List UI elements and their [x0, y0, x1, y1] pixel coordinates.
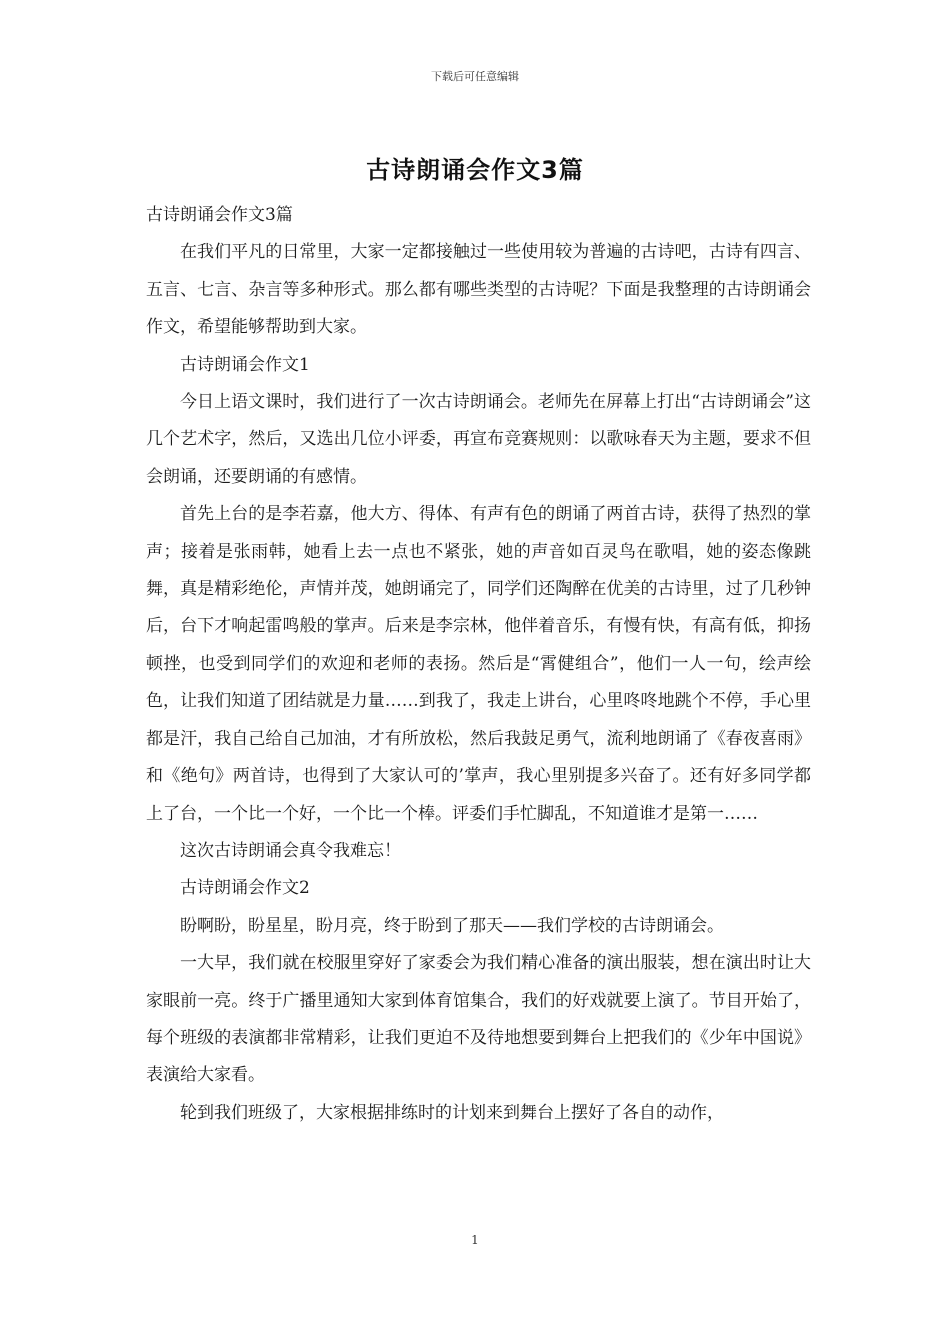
- header-note: 下载后可任意编辑: [431, 70, 519, 83]
- paragraph: 首先上台的是李若嘉，他大方、得体、有声有色的朗诵了两首古诗，获得了热烈的掌声；接着是张雨韩，她看上去一点也不紧张，她的声音如百灵鸟在歌唱，她的姿态像跳舞，真是精彩绝伦，声情并茂，她朗诵完了，同学们还陶醉在优美的古诗里，过了几秒钟后，台下才响起雷鸣般的掌声。后来是李宗林，他伴着音乐，有慢有快，有高有低，抑扬顿挫，也受到同学们的欢迎和老师的表扬。然后是“霄健组合”，他们一人一句，绘声绘色，让我们知道了团结就是力量……到我了，我走上讲台，心里咚咚地跳个不停，手心里都是汗，我自己给自己加油，才有所放松，然后我鼓足勇气，流利地朗诵了《春夜喜雨》和《绝句》两首诗，也得到了大家认可的’掌声，我心里别提多兴奋了。还有好多同学都上了台，一个比一个好，一个比一个棒。评委们手忙脚乱，不知道谁才是第一……: [146, 504, 811, 824]
- section-heading-2: 古诗朗诵会作文2: [180, 878, 310, 899]
- paragraph: 盼啊盼，盼星星，盼月亮，终于盼到了那天——我们学校的古诗朗诵会。: [180, 915, 724, 936]
- document-body: [146, 197, 811, 1132]
- paragraph: 今日上语文课时，我们进行了一次古诗朗诵会。老师先在屏幕上打出“古诗朗诵会”这几个艺术字，然后，又选出几位小评委，再宣布竞赛规则：以歌咏春天为主题，要求不但会朗诵，还要朗诵的有感情。: [146, 392, 811, 487]
- paragraph: 这次古诗朗诵会真令我难忘！: [180, 840, 401, 861]
- paragraph-intro: 在我们平凡的日常里，大家一定都接触过一些使用较为普遍的古诗吧，古诗有四言、五言、七言、杂言等多种形式。那么都有哪些类型的古诗呢？下面是我整理的古诗朗诵会作文，希望能够帮助到大家。: [146, 242, 811, 338]
- paragraph-subtitle: 古诗朗诵会作文3篇: [146, 205, 293, 225]
- page-number: 1: [471, 1233, 479, 1247]
- paragraph: 轮到我们班级了，大家根据排练时的计划来到舞台上摆好了各自的动作，: [180, 1102, 724, 1123]
- document-title: 古诗朗诵会作文3篇: [366, 156, 584, 184]
- section-heading-1: 古诗朗诵会作文1: [180, 354, 310, 375]
- paragraph: 一大早，我们就在校服里穿好了家委会为我们精心准备的演出服装，想在演出时让大家眼前一亮。终于广播里通知大家到体育馆集合，我们的好戏就要上演了。节目开始了，每个班级的表演都非常精彩，让我们更迫不及待地想要到舞台上把我们的《少年中国说》表演给大家看。: [146, 953, 811, 1086]
